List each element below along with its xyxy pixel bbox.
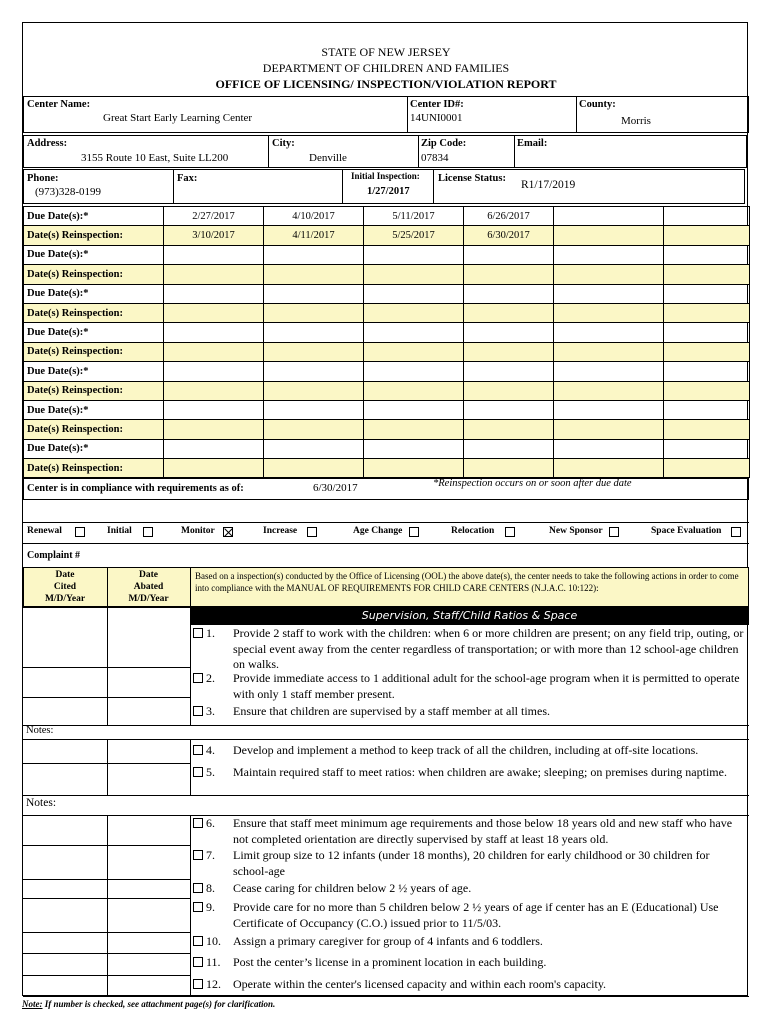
requirement-checkbox[interactable] (193, 818, 203, 828)
requirement-text: Ensure that staff meet minimum age requirements and those below 18 years old and new staff who have not completed orientation are directly supervised by staff at least 18 years old. (233, 816, 733, 846)
requirement-text: Develop and implement a method to keep track of all the children, including at off-site locations. (233, 743, 699, 757)
date-cell[interactable] (164, 245, 264, 264)
date-cell[interactable] (554, 342, 664, 361)
email-label: Email: (517, 138, 548, 149)
report-type-label: Relocation (451, 526, 495, 536)
reinspection-dates-row (24, 459, 750, 478)
date-cell[interactable] (364, 362, 464, 381)
date-cell[interactable] (664, 284, 750, 303)
date-cell[interactable] (264, 323, 364, 342)
date-cell[interactable] (554, 265, 664, 284)
date-cell[interactable]: 5/11/2017 (364, 207, 464, 226)
date-cell[interactable] (464, 381, 554, 400)
date-abated-header: Date Abated M/D/Year (128, 570, 169, 604)
date-cell[interactable] (364, 323, 464, 342)
inspection-report-page (22, 22, 748, 996)
requirement-checkbox[interactable] (193, 628, 203, 638)
requirement-checkbox[interactable] (193, 850, 203, 860)
requirement-text: Ensure that children are supervised by a staff member at all times. (233, 704, 551, 718)
date-cell[interactable] (264, 303, 364, 322)
date-cell[interactable]: 2/27/2017 (164, 207, 264, 226)
date-cell[interactable] (664, 459, 750, 478)
requirement-text: Assign a primary caregiver for group of 4 infants and 6 toddlers. (233, 934, 543, 948)
requirement-checkbox[interactable] (193, 936, 203, 946)
section-title-bar: Supervision, Staff/Child Ratios & Space (190, 607, 749, 625)
requirement-number: 11. (206, 955, 221, 969)
requirement-number: 1. (206, 626, 215, 640)
date-cell[interactable]: 5/25/2017 (364, 226, 464, 245)
reinspection-dates-row (24, 303, 750, 322)
reinspection-dates-row (24, 420, 750, 439)
date-cell[interactable] (364, 381, 464, 400)
county-value[interactable]: Morris (621, 115, 651, 127)
requirement-text: Cease caring for children below 2 ½ years of age. (233, 881, 472, 895)
date-cell[interactable] (554, 284, 664, 303)
date-cell[interactable]: 4/11/2017 (264, 226, 364, 245)
requirement-number: 12. (206, 977, 221, 991)
reinspection-label: Date(s) Reinspection: (24, 381, 164, 400)
date-cell[interactable] (554, 439, 664, 458)
date-cell[interactable] (554, 323, 664, 342)
requirement-checkbox[interactable] (193, 957, 203, 967)
footer-note-word: Note: (22, 999, 43, 1009)
requirement-text: Provide care for no more than 5 children below 2 ½ years of age if center has an E (Educational) Use Certificate of Occupancy (C.O.) issued prior to 11/5/03. (233, 900, 719, 930)
date-cell[interactable] (164, 265, 264, 284)
date-cell[interactable] (464, 323, 554, 342)
date-cell[interactable] (464, 342, 554, 361)
requirement-text: Provide immediate access to 1 additional adult for the school-age program when it is permitted to operate with only 1 staff member present. (233, 671, 740, 701)
date-cell[interactable]: 4/10/2017 (264, 207, 364, 226)
reinspection-label: Date(s) Reinspection: (24, 265, 164, 284)
due-dates-label: Due Date(s):* (24, 439, 164, 458)
initial-inspection-value[interactable]: 1/27/2017 (367, 186, 410, 197)
center-id-label: Center ID#: (410, 99, 464, 110)
requirement-checkbox[interactable] (193, 745, 203, 755)
date-cell[interactable] (364, 420, 464, 439)
date-cell[interactable] (464, 459, 554, 478)
date-cell[interactable] (264, 245, 364, 264)
date-cell[interactable] (464, 245, 554, 264)
fax-label: Fax: (177, 173, 198, 184)
date-cell[interactable] (164, 400, 264, 419)
report-type-checkbox[interactable] (505, 527, 515, 537)
date-cell[interactable] (664, 381, 750, 400)
date-cell[interactable] (164, 303, 264, 322)
requirement-number: 4. (206, 743, 215, 757)
date-cell[interactable] (464, 362, 554, 381)
requirement-text: Limit group size to 12 infants (under 18 months), 20 children for early childhood or 30 children for school-age (233, 848, 710, 878)
date-cell[interactable] (364, 342, 464, 361)
date-cell[interactable] (364, 245, 464, 264)
date-cell[interactable] (554, 420, 664, 439)
date-cell[interactable] (664, 303, 750, 322)
due-dates-label: Due Date(s):* (24, 207, 164, 226)
date-cell[interactable]: 3/10/2017 (164, 226, 264, 245)
date-cell[interactable] (664, 226, 750, 245)
due-dates-row (24, 284, 750, 303)
action-intro-text: Based on a inspection(s) conducted by the Office of Licensing (OOL) the above date(s), the center needs to take the following actions in order to come into compliance with the MANUAL OF REQUIREMENTS FOR CHILD CARE CENTERS (N.J.A.C. 10:122): (195, 571, 739, 593)
requirement-text: Post the center’s license in a prominent location in each building. (233, 955, 547, 969)
date-cell[interactable] (264, 420, 364, 439)
report-type-checkbox[interactable] (223, 527, 233, 537)
requirement-number: 3. (206, 704, 215, 718)
reinspection-dates-row (24, 226, 750, 245)
license-status-value[interactable]: R1/17/2019 (521, 179, 576, 191)
date-cell[interactable] (554, 303, 664, 322)
zip-label: Zip Code: (421, 138, 467, 149)
report-type-checkbox[interactable] (409, 527, 419, 537)
zip-value[interactable]: 07834 (421, 152, 449, 164)
report-type-checkbox[interactable] (143, 527, 153, 537)
footer-note (22, 999, 275, 1009)
date-cell[interactable] (664, 439, 750, 458)
date-cell[interactable] (364, 400, 464, 419)
header-department: DEPARTMENT OF CHILDREN AND FAMILIES (262, 61, 510, 75)
compliance-label: Center is in compliance with requirements as of: (27, 483, 244, 494)
date-cell[interactable] (364, 284, 464, 303)
requirement-text: Maintain required staff to meet ratios: when children are awake; sleeping; on premises during naptime. (233, 765, 727, 779)
reinspection-label: Date(s) Reinspection: (24, 226, 164, 245)
requirement-number: 5. (206, 765, 215, 779)
date-cell[interactable] (264, 342, 364, 361)
due-dates-row (24, 245, 750, 264)
date-cell[interactable] (264, 381, 364, 400)
date-cell[interactable] (364, 265, 464, 284)
date-cell[interactable] (554, 400, 664, 419)
date-cell[interactable] (264, 265, 364, 284)
date-cell[interactable] (464, 400, 554, 419)
date-cell[interactable] (664, 265, 750, 284)
date-cell[interactable] (554, 226, 664, 245)
date-cell[interactable] (264, 362, 364, 381)
reinspection-label: Date(s) Reinspection: (24, 459, 164, 478)
requirement-number: 7. (206, 848, 215, 862)
date-cell[interactable] (164, 420, 264, 439)
header-report-title: OFFICE OF LICENSING/ INSPECTION/VIOLATION REPORT (215, 77, 557, 91)
center-name-value[interactable]: Great Start Early Learning Center (103, 112, 253, 124)
complaint-label: Complaint # (27, 550, 81, 561)
date-cell[interactable] (464, 265, 554, 284)
reinspection-dates-row (24, 265, 750, 284)
date-cell[interactable] (264, 459, 364, 478)
footer-note-text: If number is checked, see attachment page(s) for clarification. (42, 999, 276, 1009)
notes-label-1: Notes: (26, 725, 54, 736)
date-cell[interactable] (664, 362, 750, 381)
date-cell[interactable] (664, 323, 750, 342)
city-value[interactable]: Denville (309, 152, 347, 164)
report-type-label: New Sponsor (549, 526, 603, 536)
report-type-label: Age Change (353, 526, 403, 536)
date-cell[interactable] (554, 362, 664, 381)
due-dates-row (24, 362, 750, 381)
date-cell[interactable] (164, 459, 264, 478)
due-dates-label: Due Date(s):* (24, 284, 164, 303)
requirement-checkbox[interactable] (193, 902, 203, 912)
date-cell[interactable] (164, 362, 264, 381)
report-type-label: Initial (107, 526, 132, 536)
county-label: County: (579, 99, 616, 110)
license-status-label: License Status: (438, 173, 506, 184)
date-cell[interactable]: 6/26/2017 (464, 207, 554, 226)
requirement-number: 2. (206, 671, 215, 685)
date-cell[interactable] (664, 245, 750, 264)
phone-label: Phone: (27, 173, 59, 184)
report-type-checkbox[interactable] (307, 527, 317, 537)
date-cell[interactable] (554, 459, 664, 478)
reinspection-label: Date(s) Reinspection: (24, 420, 164, 439)
date-cell[interactable] (364, 303, 464, 322)
requirement-text: Provide 2 staff to work with the children: when 6 or more children are present; on any field trip, outing, or special event away from the center regardless of transportation; or with more than 12 school-age children on walks. (233, 626, 744, 671)
due-dates-label: Due Date(s):* (24, 245, 164, 264)
date-cell[interactable] (164, 439, 264, 458)
date-cell[interactable]: 6/30/2017 (464, 226, 554, 245)
date-cell[interactable] (364, 459, 464, 478)
date-cell[interactable] (264, 284, 364, 303)
notes-label-2: Notes: (26, 797, 57, 809)
report-type-checkbox[interactable] (75, 527, 85, 537)
due-dates-row (24, 323, 750, 342)
due-dates-row (24, 439, 750, 458)
date-cell[interactable] (664, 420, 750, 439)
center-id-value[interactable]: 14UNI0001 (410, 112, 463, 124)
date-cell[interactable] (164, 381, 264, 400)
date-cited-header: Date Cited M/D/Year (44, 570, 86, 604)
address-value[interactable]: 3155 Route 10 East, Suite LL200 (81, 152, 229, 164)
city-label: City: (272, 138, 295, 149)
date-cell[interactable] (664, 400, 750, 419)
requirement-number: 6. (206, 816, 215, 830)
date-cell[interactable] (264, 400, 364, 419)
date-cell[interactable] (554, 381, 664, 400)
requirement-number: 10. (206, 934, 221, 948)
due-dates-label: Due Date(s):* (24, 362, 164, 381)
report-type-label: Monitor (181, 526, 215, 536)
report-type-label: Renewal (27, 526, 62, 536)
date-cell[interactable] (164, 342, 264, 361)
due-dates-label: Due Date(s):* (24, 323, 164, 342)
requirement-checkbox[interactable] (193, 673, 203, 683)
due-dates-table (23, 206, 750, 478)
due-dates-row (24, 207, 750, 226)
report-type-checkbox[interactable] (609, 527, 619, 537)
requirement-checkbox[interactable] (193, 883, 203, 893)
due-dates-label: Due Date(s):* (24, 400, 164, 419)
due-dates-row (24, 400, 750, 419)
reinspection-note: *Reinspection occurs on or soon after due date (433, 478, 632, 489)
phone-value[interactable]: (973)328-0199 (35, 186, 101, 198)
requirement-checkbox[interactable] (193, 706, 203, 716)
reinspection-dates-row (24, 381, 750, 400)
date-cell[interactable] (554, 245, 664, 264)
date-cell[interactable] (554, 207, 664, 226)
date-cell[interactable] (364, 439, 464, 458)
requirement-text: Operate within the center's licensed capacity and within each room's capacity. (233, 977, 607, 991)
date-cell[interactable] (664, 207, 750, 226)
compliance-date[interactable]: 6/30/2017 (313, 482, 358, 494)
reinspection-dates-row (24, 342, 750, 361)
requirement-number: 8. (206, 881, 215, 895)
requirement-checkbox[interactable] (193, 979, 203, 989)
center-name-label: Center Name: (27, 99, 91, 110)
requirement-number: 9. (206, 900, 215, 914)
reinspection-label: Date(s) Reinspection: (24, 303, 164, 322)
date-cell[interactable] (664, 342, 750, 361)
report-type-checkbox[interactable] (731, 527, 741, 537)
report-type-label: Increase (263, 526, 298, 536)
report-type-label: Space Evaluation (651, 526, 722, 536)
date-cell[interactable] (164, 323, 264, 342)
date-cell[interactable] (264, 439, 364, 458)
date-cell[interactable] (464, 303, 554, 322)
address-label: Address: (27, 138, 68, 149)
reinspection-label: Date(s) Reinspection: (24, 342, 164, 361)
requirement-checkbox[interactable] (193, 767, 203, 777)
initial-inspection-label: Initial Inspection: (351, 171, 420, 181)
header-state: STATE OF NEW JERSEY (321, 45, 451, 59)
date-cell[interactable] (464, 284, 554, 303)
date-cell[interactable] (464, 420, 554, 439)
date-cell[interactable] (464, 439, 554, 458)
date-cell[interactable] (164, 284, 264, 303)
